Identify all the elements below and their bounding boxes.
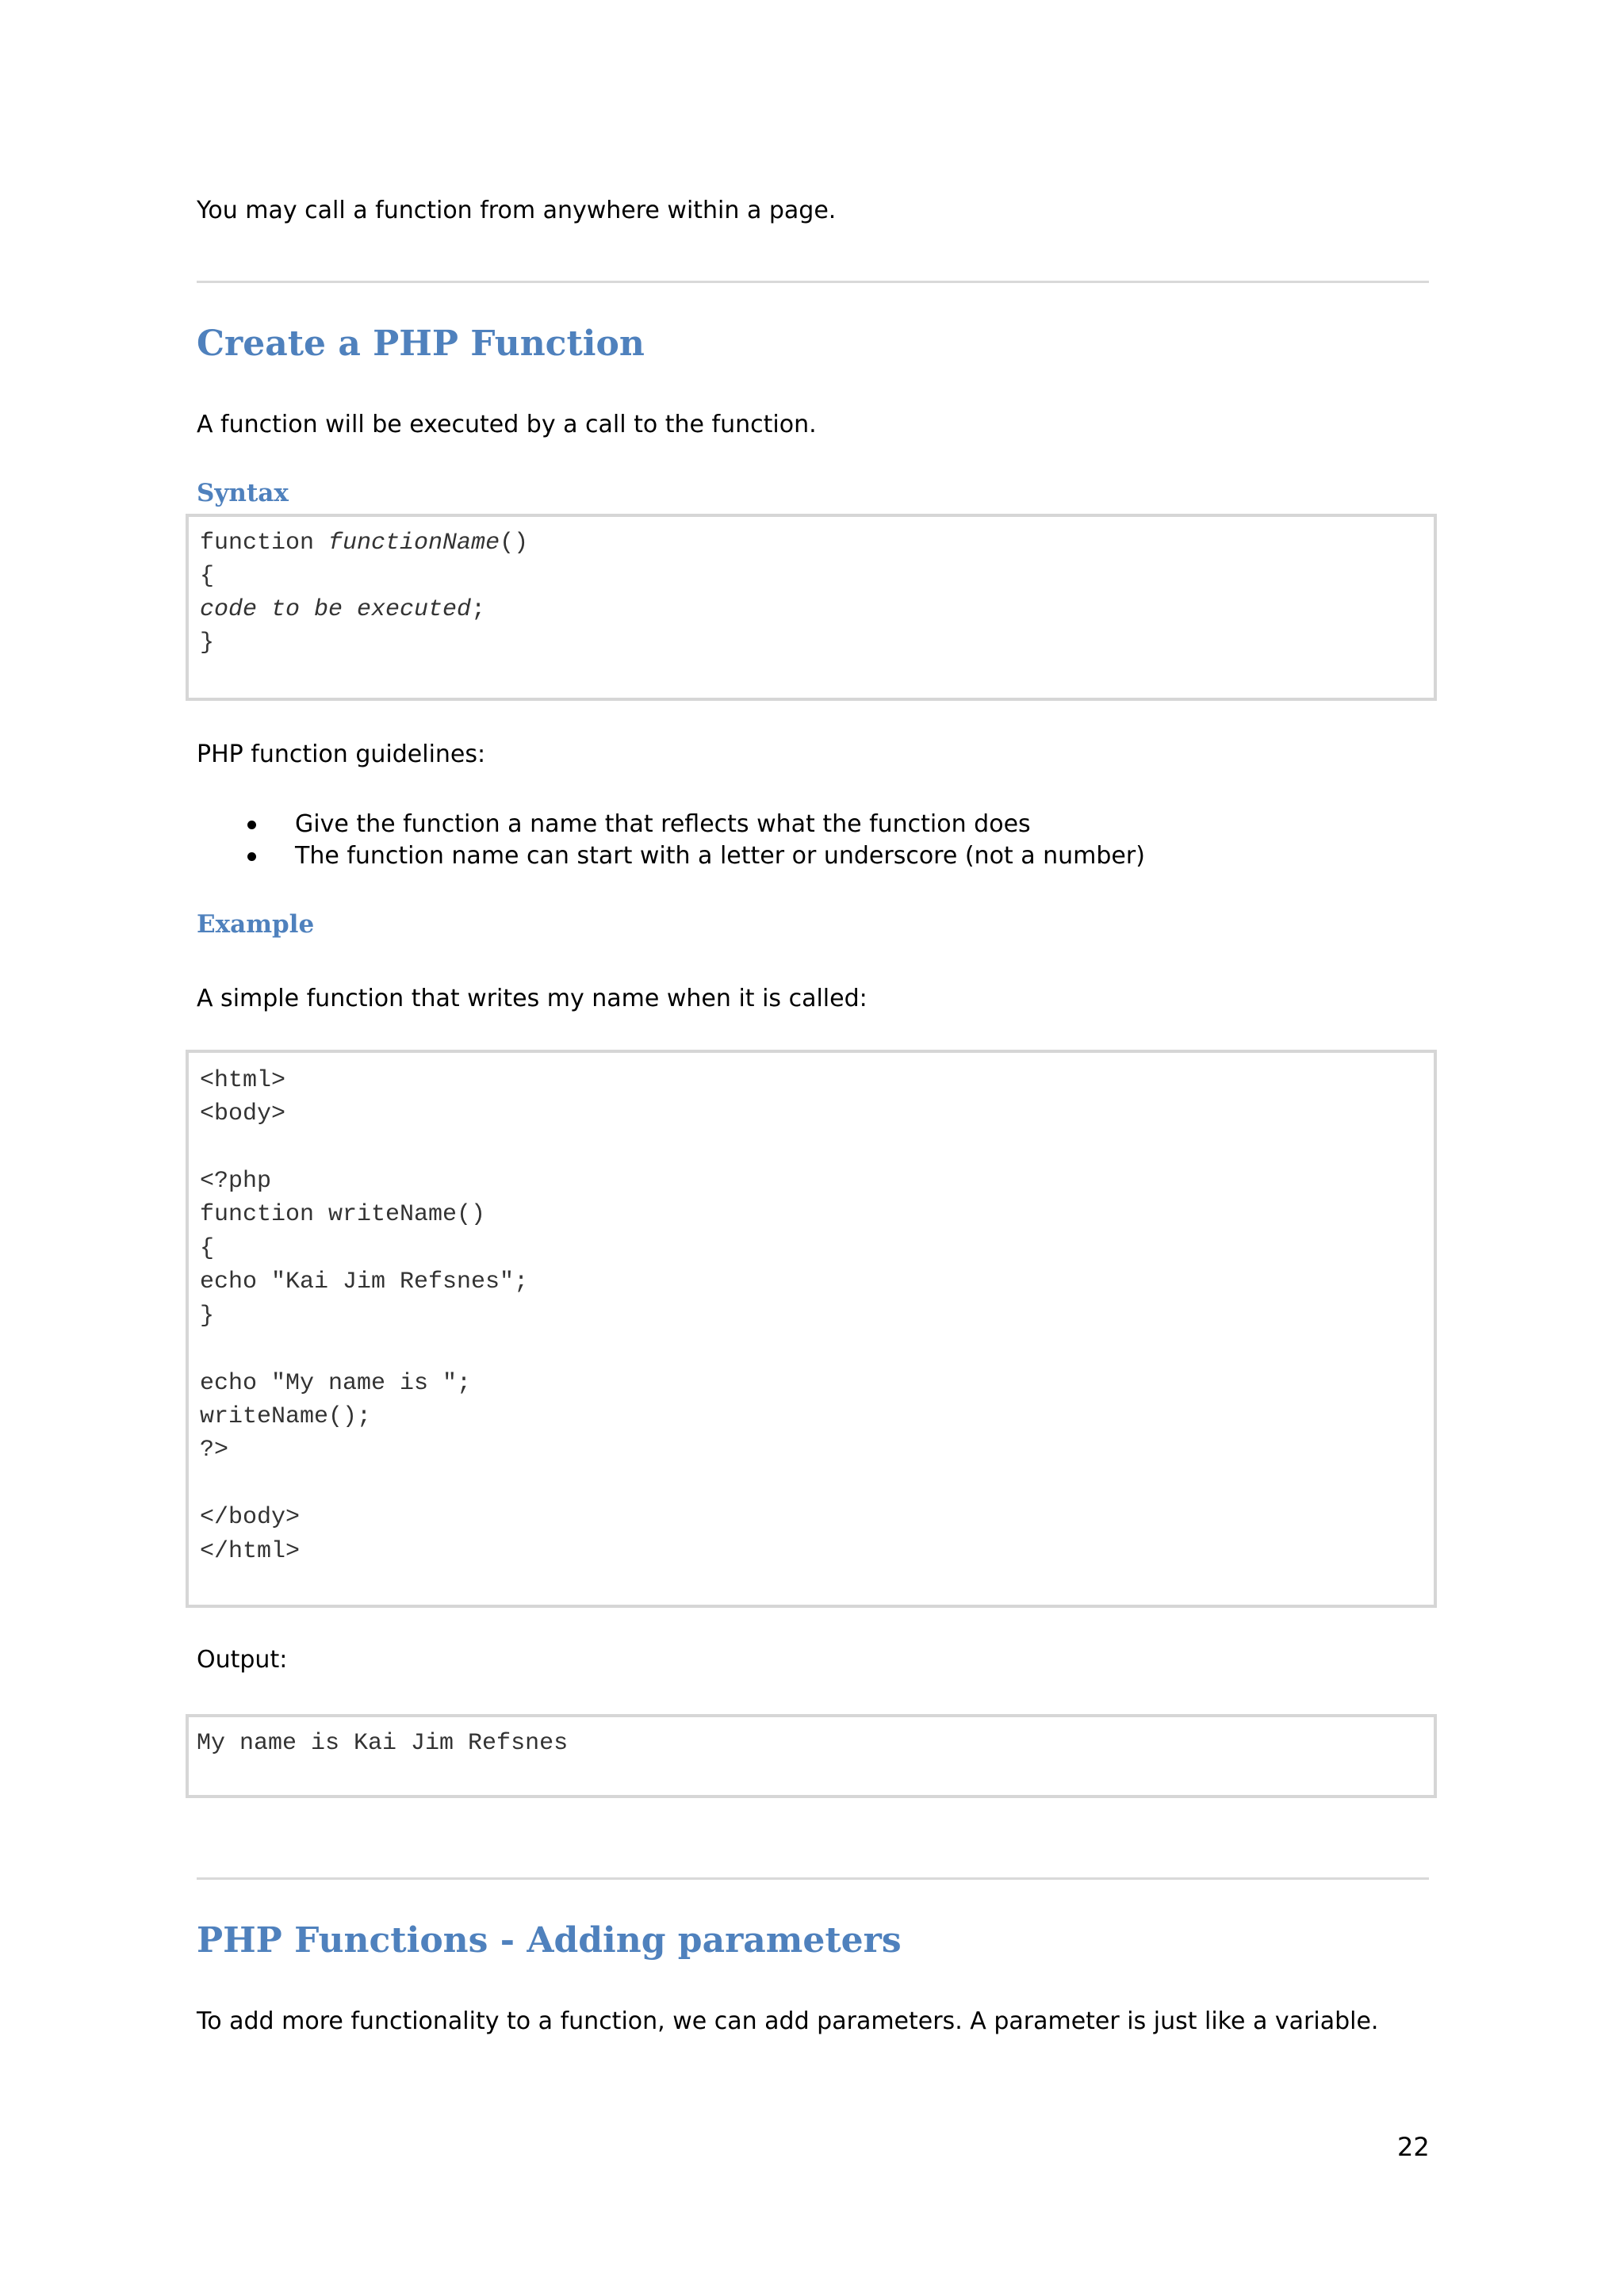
- example-code-line: <html>: [200, 1067, 286, 1094]
- code-keyword: function: [200, 530, 329, 557]
- code-placeholder: code to be executed: [200, 596, 472, 623]
- example-intro: A simple function that writes my name when it is called:: [197, 985, 868, 1012]
- syntax-code-line: [200, 593, 485, 626]
- bullet-icon: [247, 821, 256, 829]
- syntax-label: Syntax: [197, 479, 289, 507]
- syntax-code-box: [186, 514, 1437, 701]
- example-code-line: }: [200, 1303, 215, 1330]
- guideline-item: Give the function a name that reflects what the function does: [295, 810, 1031, 838]
- section-heading-create-function: Create a PHP Function: [197, 323, 645, 364]
- page-number: 22: [1397, 2132, 1430, 2162]
- example-code-line: <body>: [200, 1100, 286, 1127]
- adding-parameters-paragraph: To add more functionality to a function, we can add parameters. A parameter is just like a variable.: [197, 2007, 1379, 2035]
- example-code-line: writeName();: [200, 1403, 372, 1430]
- syntax-code-line: }: [200, 629, 215, 656]
- guideline-item: The function name can start with a letter or underscore (not a number): [295, 842, 1145, 870]
- example-code-line: echo "My name is ";: [200, 1370, 472, 1397]
- bullet-icon: [247, 852, 256, 861]
- section-divider: [197, 281, 1429, 283]
- code-placeholder: functionName: [328, 530, 500, 557]
- create-function-paragraph: A function will be executed by a call to the function.: [197, 411, 817, 438]
- example-label: Example: [197, 910, 315, 939]
- syntax-code-line: [200, 526, 528, 560]
- syntax-code-line: {: [200, 563, 215, 590]
- output-label: Output:: [197, 1646, 288, 1674]
- example-code-box: [186, 1050, 1437, 1608]
- code-parens: (): [500, 530, 529, 557]
- example-code-line: ?>: [200, 1437, 229, 1464]
- example-code-line: </html>: [200, 1538, 301, 1565]
- section-divider: [197, 1877, 1429, 1880]
- example-code-line: function writeName(): [200, 1201, 486, 1228]
- example-code-line: <?php: [200, 1168, 272, 1195]
- output-code-box: [186, 1714, 1437, 1798]
- section-heading-adding-parameters: PHP Functions - Adding parameters: [197, 1920, 902, 1961]
- output-code-line: My name is Kai Jim Refsnes: [197, 1730, 569, 1757]
- example-code-line: echo "Kai Jim Refsnes";: [200, 1269, 529, 1295]
- code-punctuation: ;: [471, 596, 486, 623]
- example-code-line: </body>: [200, 1504, 301, 1531]
- example-code-line: {: [200, 1235, 215, 1262]
- intro-paragraph: You may call a function from anywhere within a page.: [197, 197, 837, 224]
- guidelines-intro: PHP function guidelines:: [197, 740, 486, 768]
